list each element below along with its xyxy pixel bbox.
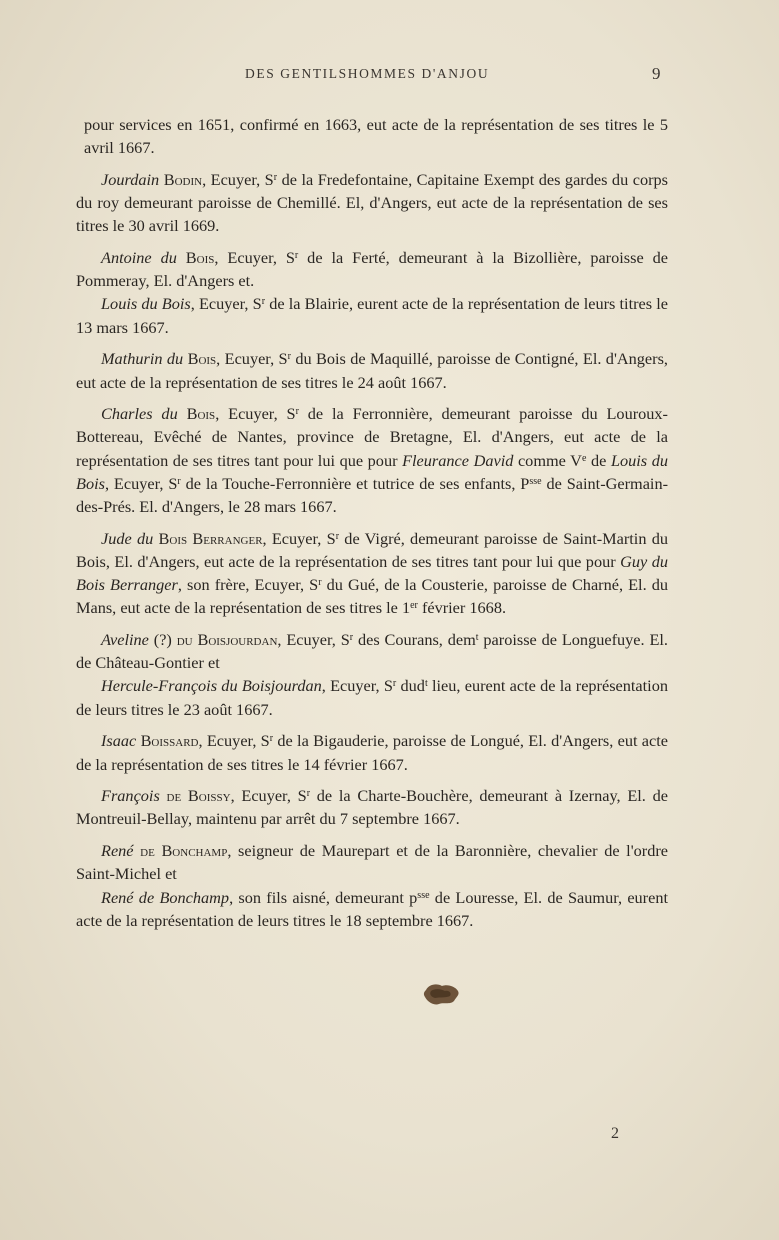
smallcaps-surname: Boissard <box>140 731 199 751</box>
italic-name: Louis du Bois <box>76 450 668 493</box>
superscript-abbrev: r <box>318 577 322 589</box>
entry-bodin <box>76 168 668 238</box>
entry-text <box>178 404 187 423</box>
entry-louis-du-bois <box>76 292 668 338</box>
entry-text: pour services en 1651, confirmé en 1663, eut acte de la représentation de ses titres le 5 avril 1667. <box>84 115 668 158</box>
smallcaps-surname: de Bonchamp <box>140 841 228 861</box>
entry-text: paroisse de Longuefuye. El. de Château-Gontier et <box>76 630 668 673</box>
entry-text: des Courans, dem <box>353 630 476 650</box>
smallcaps-surname: Bois <box>185 248 215 268</box>
entry-text <box>177 248 186 267</box>
italic-name: Hercule-François du Boisjourdan <box>101 676 322 696</box>
entry-text: , Ecuyer, S <box>198 731 270 751</box>
entry-text: de la Blairie, eurent acte de la représentation de leurs titres le 13 mars 1667. <box>76 294 668 337</box>
page-number: 9 <box>652 64 661 83</box>
italic-name: Guy du Bois Berranger <box>76 551 668 595</box>
entry-text: , Ecuyer, S <box>321 676 393 696</box>
entry-isaac-boissard <box>76 729 668 775</box>
entry-text: , Ecuyer, S <box>104 473 178 493</box>
entry-text: comme V <box>513 450 582 470</box>
smallcaps-surname: du Boisjourdan <box>176 630 278 650</box>
entry-text: , Ecuyer, S <box>202 169 274 189</box>
italic-name: Isaac <box>101 731 137 751</box>
italic-name: Fleurance David <box>402 450 514 470</box>
italic-name: Antoine du <box>101 248 177 268</box>
superscript-abbrev: sse <box>417 889 430 901</box>
entry-rene-de-bonchamp <box>76 839 668 885</box>
italic-name: François <box>101 786 160 806</box>
entry-text: , Ecuyer, S <box>262 528 336 548</box>
superscript-abbrev: r <box>335 530 340 542</box>
smallcaps-surname: de Boissy <box>166 786 231 806</box>
entry-hercule-francois-du-boisjourdan <box>76 674 668 720</box>
entry-rene-de-bonchamp-fils <box>76 886 668 932</box>
signature-mark: 2 <box>611 1125 619 1142</box>
entry-text: de la Charte-Bouchère, demeurant à Izernay, El. de Montreuil-Bellay, maintenu par arrêt du 7 septembre 1667. <box>76 786 668 829</box>
superscript-abbrev: r <box>261 296 266 308</box>
superscript-abbrev: r <box>306 788 311 800</box>
entry-text: , seigneur de Maurepart et de la Baronnière, chevalier de l'ordre Saint-Michel et <box>76 841 668 884</box>
entry-continuation <box>76 113 668 159</box>
entry-text <box>160 786 167 805</box>
superscript-abbrev: t <box>424 678 428 690</box>
italic-name: Jourdain <box>101 169 160 189</box>
entry-text: du Gué, de la Cousterie, paroisse de Charné, El. du Mans, eut acte de la représentation de ses titres le 1 <box>76 575 669 618</box>
smallcaps-surname: Bodin <box>163 169 203 189</box>
superscript-abbrev: r <box>287 351 291 363</box>
italic-name: René de Bonchamp <box>101 887 230 907</box>
entry-text: , Ecuyer, S <box>277 630 350 650</box>
superscript-abbrev: r <box>295 406 299 418</box>
page-body <box>76 113 668 941</box>
superscript-abbrev: r <box>392 678 397 690</box>
entry-text: (?) <box>148 630 177 650</box>
entry-text: dud <box>396 676 425 696</box>
entry-text: , Ecuyer, S <box>216 349 288 369</box>
entry-jude-du-bois-berranger <box>76 527 668 620</box>
entry-text: de la Ferté, demeurant à la Bizollière, paroisse de Pommeray, El. d'Angers et. <box>76 248 668 291</box>
superscript-abbrev: sse <box>529 475 542 487</box>
entry-aveline-du-boisjourdan <box>76 628 668 674</box>
entry-francois-de-boissy <box>76 784 668 830</box>
entry-text: , son frère, Ecuyer, S <box>177 575 319 595</box>
italic-name: Jude du <box>101 528 154 548</box>
entry-text: de la Bigauderie, paroisse de Longué, El. d'Angers, eut acte de la représentation de ses titres le 14 février 1667. <box>76 731 668 774</box>
entry-text: , Ecuyer, S <box>230 786 307 806</box>
italic-name: René <box>101 841 134 861</box>
entry-text: , Ecuyer, S <box>214 248 295 268</box>
superscript-abbrev: r <box>349 632 354 644</box>
superscript-abbrev: e <box>581 452 587 464</box>
italic-name: Louis du Bois <box>101 294 191 314</box>
smallcaps-surname: Bois <box>186 404 216 424</box>
superscript-abbrev: r <box>294 250 299 262</box>
italic-name: Aveline <box>101 630 149 650</box>
superscript-abbrev: t <box>475 632 479 644</box>
entry-charles-du-bois <box>76 402 668 518</box>
smallcaps-surname: Bois <box>187 349 217 369</box>
entry-text: février 1668. <box>417 598 507 618</box>
page-header <box>0 66 779 90</box>
entry-text: de la Touche-Ferronnière et tutrice de ses enfants, P <box>180 473 530 493</box>
entry-mathurin-du-bois <box>76 347 668 393</box>
entry-text: de Louresse, El. de Saumur, eurent acte de la représentation de leurs titres le 18 septembre 1667. <box>76 887 668 930</box>
entry-text: de <box>586 450 611 470</box>
entry-text: , Ecuyer, S <box>190 294 262 314</box>
entry-text: de Saint-Germain-des-Prés. El. d'Angers, le 28 mars 1667. <box>76 473 669 517</box>
superscript-abbrev: r <box>269 733 274 745</box>
superscript-abbrev: r <box>177 475 181 487</box>
entry-text: de la Ferronnière, demeurant paroisse du Louroux-Bottereau, Evêché de Nantes, province de Bretagne, El. d'Angers, eut acte de la représentation de ses titres tant pour lui que pour <box>76 404 668 470</box>
entry-text: du Bois de Maquillé, paroisse de Contigné, El. d'Angers, eut acte de la représentation de ses titres le 24 août 1667. <box>76 349 668 392</box>
ink-stain <box>423 982 460 1006</box>
entry-text: de Vigré, demeurant paroisse de Saint-Martin du Bois, El. d'Angers, eut acte de la représentation de ses titres tant pour lui que pour <box>76 528 668 571</box>
italic-name: Charles du <box>101 404 178 424</box>
italic-name: Mathurin du <box>101 349 184 369</box>
entry-text: , son fils aisné, demeurant p <box>229 887 418 907</box>
entry-text: , Ecuyer, S <box>215 404 296 424</box>
superscript-abbrev: r <box>273 171 278 183</box>
running-title: DES GENTILSHOMMES D'ANJOU <box>245 66 490 81</box>
entry-text: de la Fredefontaine, Capitaine Exempt des gardes du corps du roy demeurant paroisse de Chemillé. El, d'Angers, eut acte de la représentation de ses titres le 30 avril 1669. <box>76 169 668 236</box>
superscript-abbrev: er <box>410 600 418 612</box>
entry-text: lieu, eurent acte de la représentation de leurs titres le 23 août 1667. <box>76 676 668 719</box>
entry-antoine-du-bois <box>76 246 668 292</box>
smallcaps-surname: Bois Berranger <box>158 528 263 548</box>
